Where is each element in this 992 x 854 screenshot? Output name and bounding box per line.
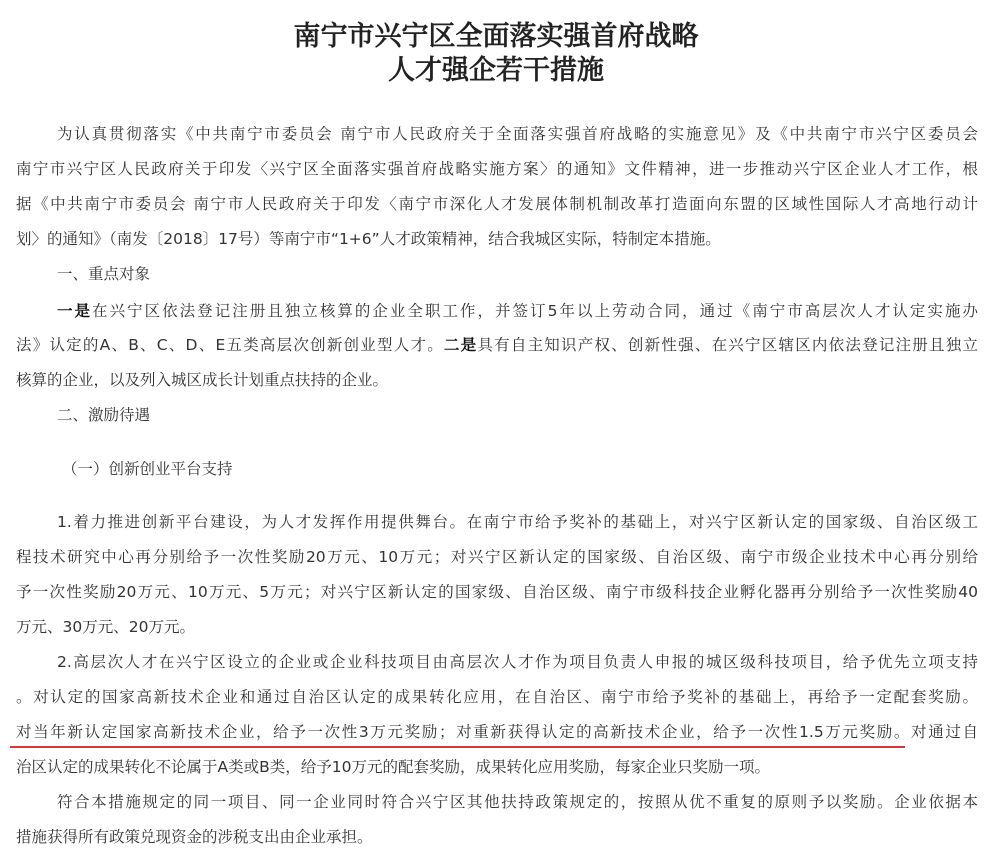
document-title-line2: 人才强企若干措施 xyxy=(388,55,604,86)
para-text: 措施获得所有政策兑现资金的涉税支出由企业承担。 xyxy=(16,828,373,846)
para-text xyxy=(16,335,978,355)
para-text: 据《中共南宁市委员会 南宁市人民政府关于印发〈南宁市深化人才发展体制机制改革打造面向东盟的区域性国际人才高地行动计 xyxy=(16,195,978,213)
para-text: 符合本措施规定的同一项目、同一企业同时符合兴宁区其他扶持政策规定的，按照从优不重复的原则予以奖励。企业依据本 xyxy=(57,793,978,811)
document-title-line1: 南宁市兴宁区全面落实强首府战略 xyxy=(293,21,699,52)
para-text: 治区认定的成果转化不论属于A类或B类，给予10万元的配套奖励，成果转化应用奖励，每家企业只奖励一项。 xyxy=(16,758,770,776)
section-heading: 一、重点对象 xyxy=(57,265,151,283)
highlighted-para-text: 对当年新认定国家高新技术企业，给予一次性3万元奖励；对重新获得认定的高新技术企业，给予一次性1.5万元奖励。对通过自 xyxy=(16,723,978,741)
para-text: 南宁市兴宁区人民政府关于印发〈兴宁区全面落实强首府战略实施方案〉的通知》文件精神，进一步推动兴宁区企业人才工作，根 xyxy=(16,160,978,178)
para-text-span: 具有自主知识产权、创新性强、在兴宁区辖区内依法登记注册且独立 xyxy=(477,336,978,354)
bold-label: 二是 xyxy=(443,336,478,354)
para-text-span: 在兴宁区依法登记注册且独立核算的企业全职工作，并签订5年以上劳动合同，通过《南宁市高层次人才认定实施办 xyxy=(92,302,978,320)
para-text-span: 法》认定的A、B、C、D、E五类高层次创新创业型人才。 xyxy=(16,336,444,354)
para-text: 核算的企业，以及列入城区成长计划重点扶持的企业。 xyxy=(16,371,389,389)
para-text: 万元、30万元、20万元。 xyxy=(16,618,195,636)
red-underline-highlight xyxy=(10,746,905,748)
para-text: 。对认定的国家高新技术企业和通过自治区认定的成果转化应用，在自治区、南宁市给予奖补的基础上，再给予一定配套奖励。 xyxy=(16,688,978,706)
para-text: 予一次性奖励20万元、10万元、5万元；对兴宁区新认定的国家级、自治区级、南宁市级科技企业孵化器再分别给予一次性奖励40 xyxy=(16,583,978,601)
bold-label: 一是 xyxy=(57,302,93,320)
subsection-heading: （一）创新创业平台支持 xyxy=(62,460,233,478)
para-text: 1.着力推进创新平台建设，为人才发挥作用提供舞台。在南宁市给予奖补的基础上，对兴宁区新认定的国家级、自治区级工 xyxy=(57,513,978,531)
para-text xyxy=(57,301,978,321)
para-text: 为认真贯彻落实《中共南宁市委员会 南宁市人民政府关于全面落实强首府战略的实施意见》及《中共南宁市兴宁区委员会 xyxy=(57,125,978,143)
section-heading: 二、激励待遇 xyxy=(57,406,151,424)
para-text: 程技术研究中心再分别给予一次性奖励20万元、10万元；对兴宁区新认定的国家级、自治区级、南宁市级企业技术中心再分别给 xyxy=(16,548,978,566)
para-text: 2.高层次人才在兴宁区设立的企业或企业科技项目由高层次人才作为项目负责人申报的城区级科技项目，给予优先立项支持 xyxy=(57,653,978,671)
para-text: 划〉的通知》（南发〔2018〕17号）等南宁市“1+6”人才政策精神，结合我城区实际，特制定本措施。 xyxy=(16,230,721,248)
